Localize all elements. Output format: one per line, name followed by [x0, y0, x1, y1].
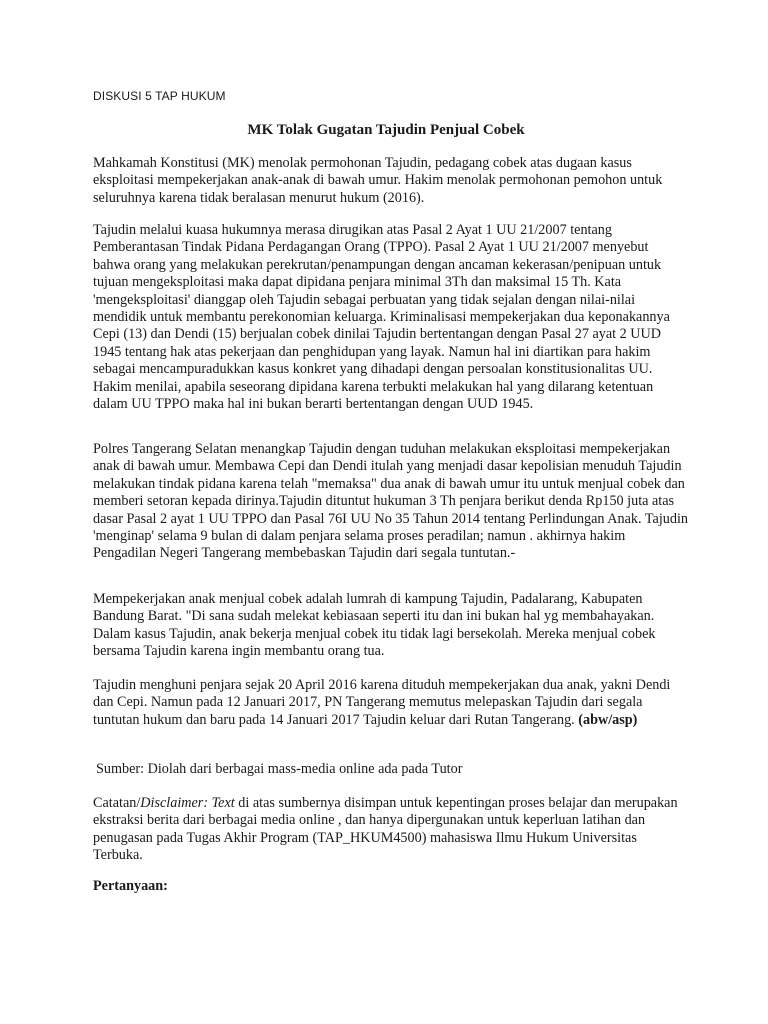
source-line: Sumber: Diolah dari berbagai mass-media online ada pada Tutor	[96, 761, 463, 777]
paragraph-2: Tajudin melalui kuasa hukumnya merasa dirugikan atas Pasal 2 Ayat 1 UU 21/2007 tentang Pemberantasan Tindak Pidana Perdagangan Orang (TPPO). Pasal 2 Ayat 1 UU 21/2007 menyebut bahwa orang yang melakukan perekrutan/penampungan dengan ancaman kekerasan/penipuan untuk tujuan mengeksploitasi maka dapat dipidana penjara minimal 3Th dan maksimal 15 Th. Kata 'mengeksploitasi' dianggap oleh Tajudin sebagai perbuatan yang tidak sejalan dengan nilai-nilai mendidik untuk membantu perekonomian keluarga. Kriminalisasi mempekerjakan dua keponakannya Cepi (13) dan Dendi (15) berjualan cobek dinilai Tajudin bertentangan dengan Pasal 27 ayat 2 UUD 1945 tentang hak atas pekerjaan dan penghidupan yang layak. Namun hal ini diartikan para hakim sebagai mencampuradukkan kasus konkret yang dihadapi dengan persoalan konstitusionalitas UU. Hakim menilai, apabila seseorang dipidana karena terbukti melakukan hal yang dilarang ketentuan dalam UU TPPO maka hal ini bukan berarti bertentangan dengan UUD 1945.	[93, 222, 670, 413]
paragraph-1: Mahkamah Konstitusi (MK) menolak permohonan Tajudin, pedagang cobek atas dugaan kasus eksploitasi mempekerjakan anak-anak di bawah umur. Hakim menolak permohonan pemohon untuk seluruhnya karena tidak beralasan menurut hukum (2016).	[93, 155, 663, 206]
disclaimer-note	[93, 795, 689, 865]
note-text: di atas sumbernya disimpan untuk kepentingan proses belajar dan merupakan ekstraksi berita dari berbagai media online , dan hanya dipergunakan untuk keperluan latihan dan penugasan pada Tugas Akhir Program (TAP_HKUM4500) mahasiswa Ilmu Hukum Universitas Terbuka.	[93, 795, 678, 864]
note-italic: Disclaimer: Text	[140, 795, 235, 811]
questions-heading: Pertanyaan:	[93, 878, 168, 894]
paragraph-4: Mempekerjakan anak menjual cobek adalah lumrah di kampung Tajudin, Padalarang, Kabupaten Bandung Barat. "Di sana sudah melekat kebiasaan seperti itu dan ini bukan hal yg membahayakan. Dalam kasus Tajudin, anak bekerja menjual cobek itu tidak lagi bersekolah. Mereka menjual cobek bersama Tajudin karena ingin membantu orang tua.	[93, 591, 656, 660]
paragraph-5	[93, 677, 689, 729]
paragraph-5-credit: (abw/asp)	[578, 711, 638, 728]
document-title: MK Tolak Gugatan Tajudin Penjual Cobek	[247, 122, 525, 138]
paragraph-3: Polres Tangerang Selatan menangkap Tajudin dengan tuduhan melakukan eksploitasi mempekerjakan anak di bawah umur. Membawa Cepi dan Dendi itulah yang menjadi dasar kepolisian menuduh Tajudin melakukan tindak pidana karena telah "memaksa" dua anak di bawah umur itu untuk menjual cobek dan memberi setoran kepada dirinya.Tajudin dituntut hukuman 3 Th penjara berikut denda Rp150 juta atas dasar Pasal 2 ayat 1 UU TPPO dan Pasal 76I UU No 35 Tahun 2014 tentang Perlindungan Anak. Tajudin 'menginap' selama 9 bulan di dalam penjara selama proses peradilan; namun . akhirnya hakim Pengadilan Negeri Tangerang membebaskan Tajudin dari segala tuntutan.-	[93, 441, 688, 562]
header-label: DISKUSI 5 TAP HUKUM	[93, 89, 226, 103]
paragraph-5-text: Tajudin menghuni penjara sejak 20 April 2016 karena dituduh mempekerjakan dua anak, yakni Dendi dan Cepi. Namun pada 12 Januari 2017, PN Tangerang memutus melepaskan Tajudin dari segala tuntutan hukum dan baru pada 14 Januari 2017 Tajudin keluar dari Rutan Tangerang.	[93, 677, 671, 728]
note-prefix: Catatan/	[93, 795, 141, 811]
